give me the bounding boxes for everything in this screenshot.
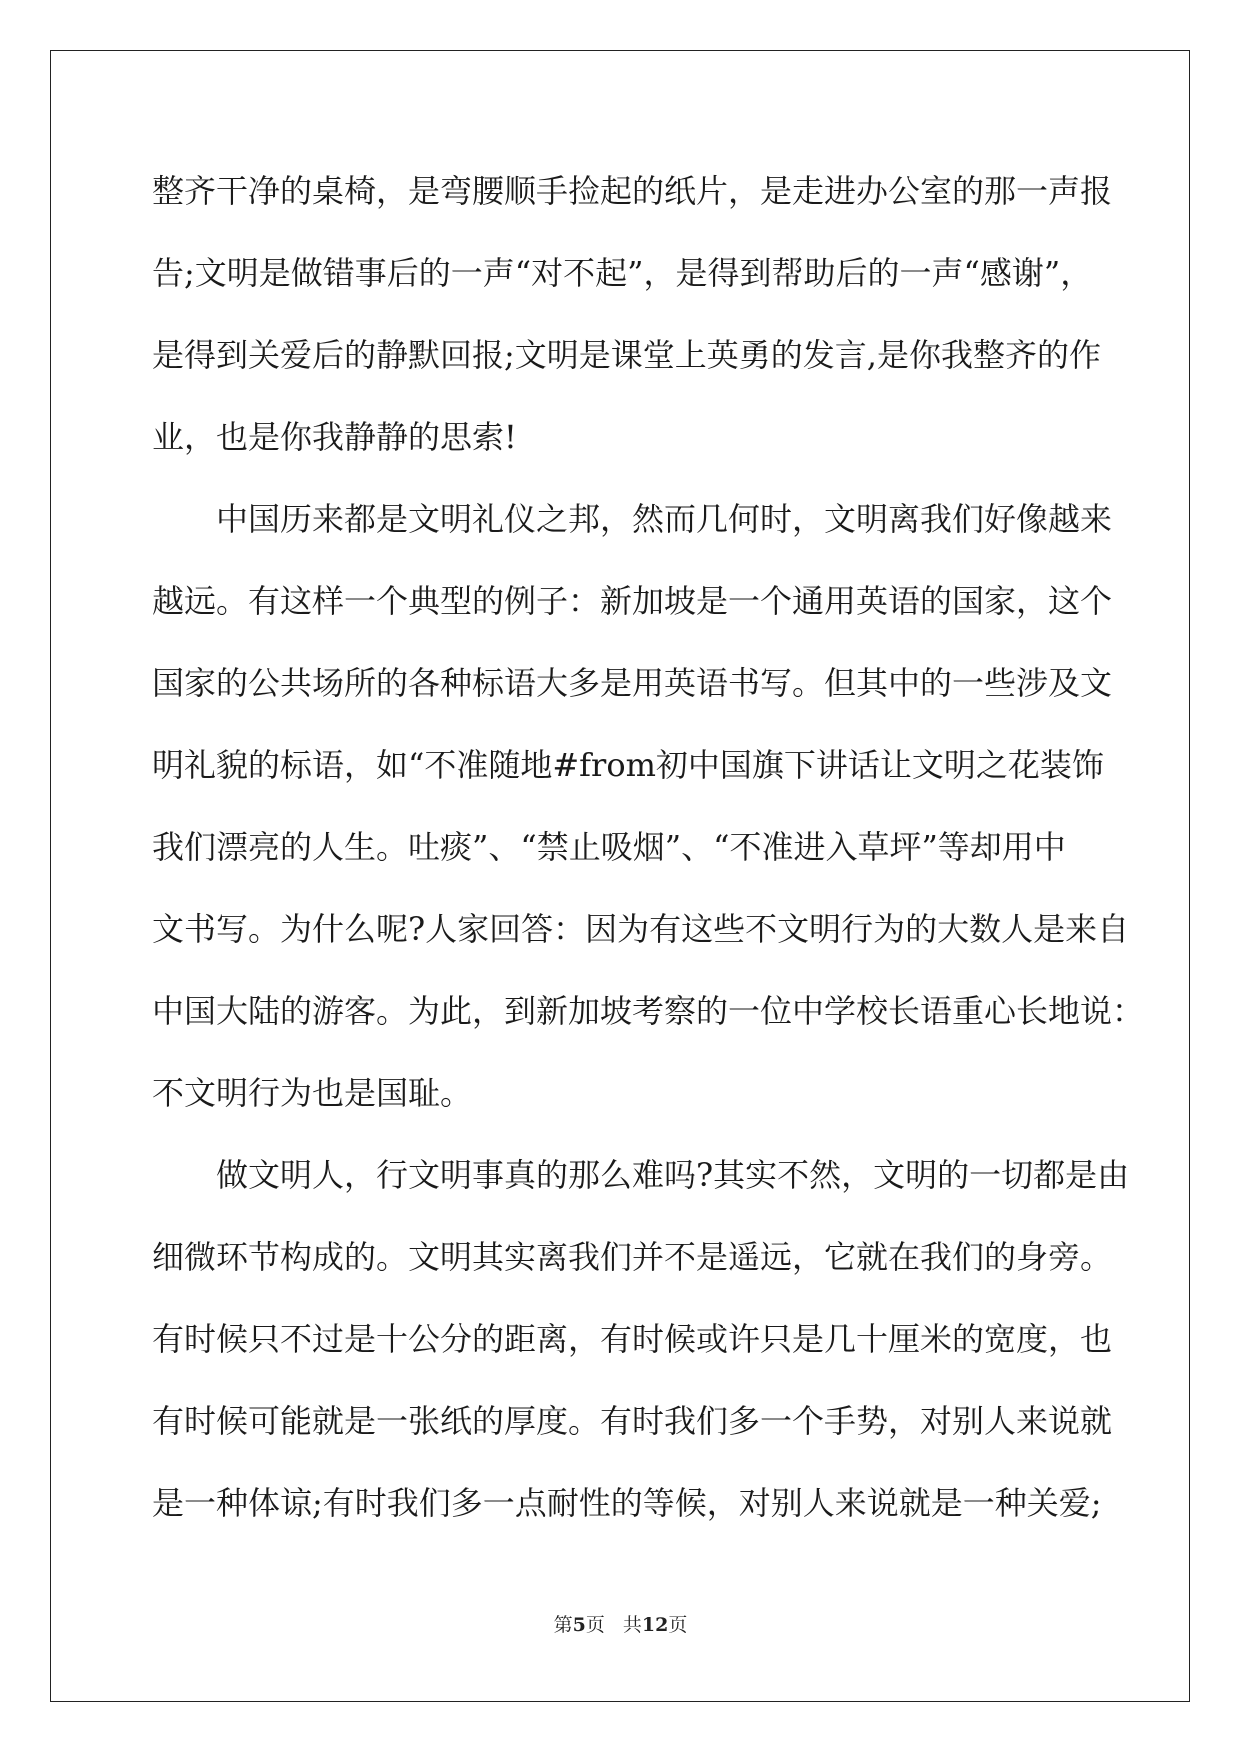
- text-line: 越远。有这样一个典型的例子：新加坡是一个通用英语的国家，这个: [152, 582, 1113, 620]
- document-body: [152, 150, 1145, 1544]
- text-line: 文书写。为什么呢?人家回答：因为有这些不文明行为的大数人是来自: [152, 910, 1130, 948]
- text-line: 有时候只不过是十公分的距离，有时候或许只是几十厘米的宽度，也: [152, 1320, 1113, 1358]
- text-line: 中国大陆的游客。为此，到新加坡考察的一位中学校长语重心长地说：: [152, 992, 1145, 1030]
- page-suffix: 页: [585, 1614, 605, 1636]
- text-line: 做文明人，行文明事真的那么难吗?其实不然，文明的一切都是由: [152, 1156, 1130, 1194]
- text-line: 细微环节构成的。文明其实离我们并不是遥远，它就在我们的身旁。: [152, 1238, 1113, 1276]
- text-line: 明礼貌的标语，如“不准随地#from初中国旗下讲话让文明之花装饰: [152, 746, 1104, 784]
- text-line: 中国历来都是文明礼仪之邦，然而几何时，文明离我们好像越来: [152, 500, 1113, 538]
- text-line: 我们漂亮的人生。吐痰”、“禁止吸烟”、“不准进入草坪”等却用中: [152, 828, 1066, 866]
- text-line: 告;文明是做错事后的一声“对不起”，是得到帮助后的一声“感谢”，: [152, 254, 1093, 292]
- total-prefix: 共: [622, 1614, 642, 1636]
- text-line: 是一种体谅;有时我们多一点耐性的等候，对别人来说就是一种关爱;: [152, 1484, 1102, 1522]
- text-line: 不文明行为也是国耻。: [152, 1074, 473, 1112]
- text-line: 整齐干净的桌椅，是弯腰顺手捡起的纸片，是走进办公室的那一声报: [152, 172, 1113, 210]
- page-prefix: 第: [553, 1614, 573, 1636]
- text-line: 是得到关爱后的静默回报;文明是课堂上英勇的发言,是你我整齐的作: [152, 336, 1101, 374]
- page-number: 5: [572, 1614, 586, 1636]
- total-suffix: 页: [668, 1614, 688, 1636]
- total-pages: 12: [641, 1614, 669, 1636]
- text-line: 业，也是你我静静的思索!: [152, 418, 517, 456]
- text-line: 国家的公共场所的各种标语大多是用英语书写。但其中的一些涉及文: [152, 664, 1113, 702]
- page-footer: [0, 1610, 1241, 1637]
- text-line: 有时候可能就是一张纸的厚度。有时我们多一个手势，对别人来说就: [152, 1402, 1113, 1440]
